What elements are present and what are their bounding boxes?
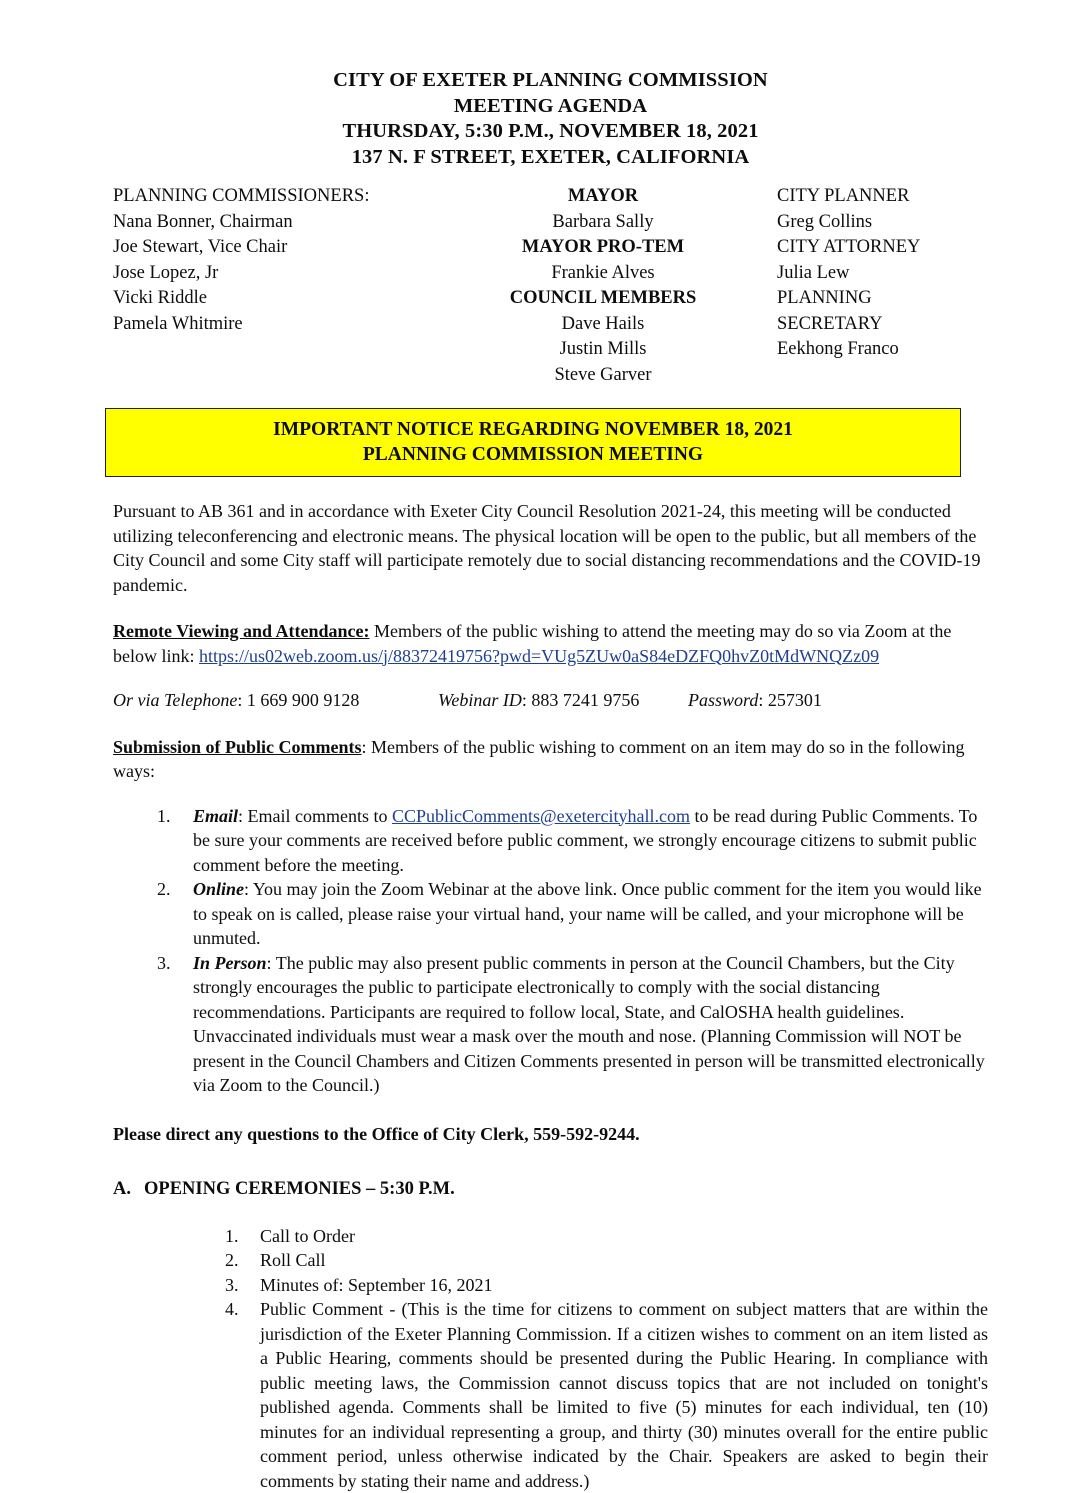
staff-line: CITY PLANNER [777,184,988,210]
staff-line: Greg Collins [777,210,988,236]
important-notice-banner [105,408,961,477]
remote-viewing-text: Members of the public wishing to attend the meeting may do so via Zoom at the below link: [113,621,951,666]
council-member-name: Dave Hails [468,312,738,338]
notice-line-2: PLANNING COMMISSION MEETING [106,442,960,467]
password-value: : 257301 [758,690,822,710]
way-label-online: Online [193,879,244,899]
webinar-id-value: : 883 7241 9756 [522,690,640,710]
staff-line: CITY ATTORNEY [777,235,988,261]
list-item: 1. Call to Order [243,1224,988,1249]
section-a-heading [113,1177,988,1202]
section-letter: A. [113,1177,144,1202]
roster-block [113,184,988,388]
commissioner-name: Vicki Riddle [113,286,468,312]
password-label: Password [688,690,758,710]
staff-line: SECRETARY [777,312,988,338]
ab361-paragraph: Pursuant to AB 361 and in accordance with Exeter City Council Resolution 2021-24, this meeting will be conducted utilizing teleconferencing and electronic means. The physical location will be open to the public, but all members of the City Council and some City staff will participate remotely due to social distancing recommendations and the COVID-19 pandemic. [113,499,988,597]
way-text-after: to be read during Public Comments. To be sure your comments are received before public comment, we strongly encourage citizens to submit public comment before the meeting. [193,806,977,875]
section-title: OPENING CEREMONIES – 5:30 P.M. [144,1177,455,1202]
submission-text: : Members of the public wishing to comment on an item may do so in the following ways: [113,737,964,782]
list-item: 4. Public Comment - (This is the time for citizens to comment on subject matters that are within the jurisdiction of the Exeter Planning Commission. If a citizen wishes to comment on an item listed as a Public Hearing, comments should be presented during the Public Hearing. In compliance with public meeting laws, the Commission cannot discuss topics that are not included on tonight's published agenda. Comments shall be limited to five (5) minutes for each individual, ten (10) minutes for an individual representing a group, and thirty (30) minutes overall for the entire public comment period, unless otherwise indicated by the Chair. Speakers are asked to begin their comments by stating their name and address.) [243,1297,988,1493]
password-segment [688,688,988,713]
title-line-4: 137 N. F STREET, EXETER, CALIFORNIA [113,145,988,171]
commissioner-name: Joe Stewart, Vice Chair [113,235,468,261]
staff-column [738,184,988,388]
mayor-name: Barbara Sally [468,210,738,236]
webinar-id-segment [438,688,688,713]
list-item: 3. Minutes of: September 16, 2021 [243,1273,988,1298]
way-text-online: : You may join the Zoom Webinar at the above link. Once public comment for the item you would like to speak on is called, please raise your virtual hand, your name will be called, and your microphone will be unmuted. [193,879,982,948]
commissioner-name: Jose Lopez, Jr [113,261,468,287]
staff-line: Eekhong Franco [777,337,988,363]
list-item [175,804,988,878]
city-clerk-contact-line: Please direct any questions to the Office of City Clerk, 559-592-9244. [113,1122,988,1147]
notice-line-1: IMPORTANT NOTICE REGARDING NOVEMBER 18, 2021 [106,417,960,442]
mayor-pro-tem-name: Frankie Alves [468,261,738,287]
list-item [175,877,988,951]
commissioners-column [113,184,468,388]
telephone-row [113,688,988,713]
way-label-email: Email [193,806,238,826]
webinar-id-label: Webinar ID [438,690,522,710]
telephone-value: : 1 669 900 9128 [237,690,359,710]
council-column [468,184,738,388]
submission-paragraph [113,735,988,784]
submission-label: Submission of Public Comments [113,737,362,757]
telephone-label: Or via Telephone [113,690,237,710]
way-text-before: : Email comments to [238,806,392,826]
remote-viewing-label: Remote Viewing and Attendance: [113,621,369,641]
commissioner-name: Pamela Whitmire [113,312,468,338]
mayor-pro-tem-label: MAYOR PRO-TEM [468,235,738,261]
title-line-1: CITY OF EXETER PLANNING COMMISSION [113,68,988,94]
telephone-segment [113,688,438,713]
title-line-2: MEETING AGENDA [113,94,988,120]
commissioners-heading: PLANNING COMMISSIONERS: [113,184,468,210]
public-comments-email-link[interactable]: CCPublicComments@exetercityhall.com [392,806,690,826]
staff-line: Julia Lew [777,261,988,287]
way-text-in-person: : The public may also present public comments in person at the Council Chambers, but the City strongly encourages the public to participate electronically to comply with the social distancing recommendations. Participants are required to follow local, State, and CalOSHA health guidelines. Unvaccinated individuals must wear a mask over the mouth and nose. (Planning Commission will NOT be present in the Council Chambers and Citizen Comments presented in person will be transmitted electronically via Zoom to the Council.) [193,953,985,1096]
commissioner-name: Nana Bonner, Chairman [113,210,468,236]
list-item: 2. Roll Call [243,1248,988,1273]
way-label-in-person: In Person [193,953,267,973]
council-member-name: Justin Mills [468,337,738,363]
remote-viewing-paragraph [113,619,988,668]
section-a-items [113,1224,988,1493]
council-member-name: Steve Garver [468,363,738,389]
zoom-meeting-link[interactable]: https://us02web.zoom.us/j/88372419756?pwd=VUg5ZUw0aS84eDZFQ0hvZ0tMdWNQZz09 [199,646,879,666]
list-item [175,951,988,1098]
page-title [113,68,988,170]
submission-ways-list [113,804,988,1098]
staff-line: PLANNING [777,286,988,312]
title-line-3: THURSDAY, 5:30 P.M., NOVEMBER 18, 2021 [113,119,988,145]
council-members-label: COUNCIL MEMBERS [468,286,738,312]
mayor-label: MAYOR [468,184,738,210]
